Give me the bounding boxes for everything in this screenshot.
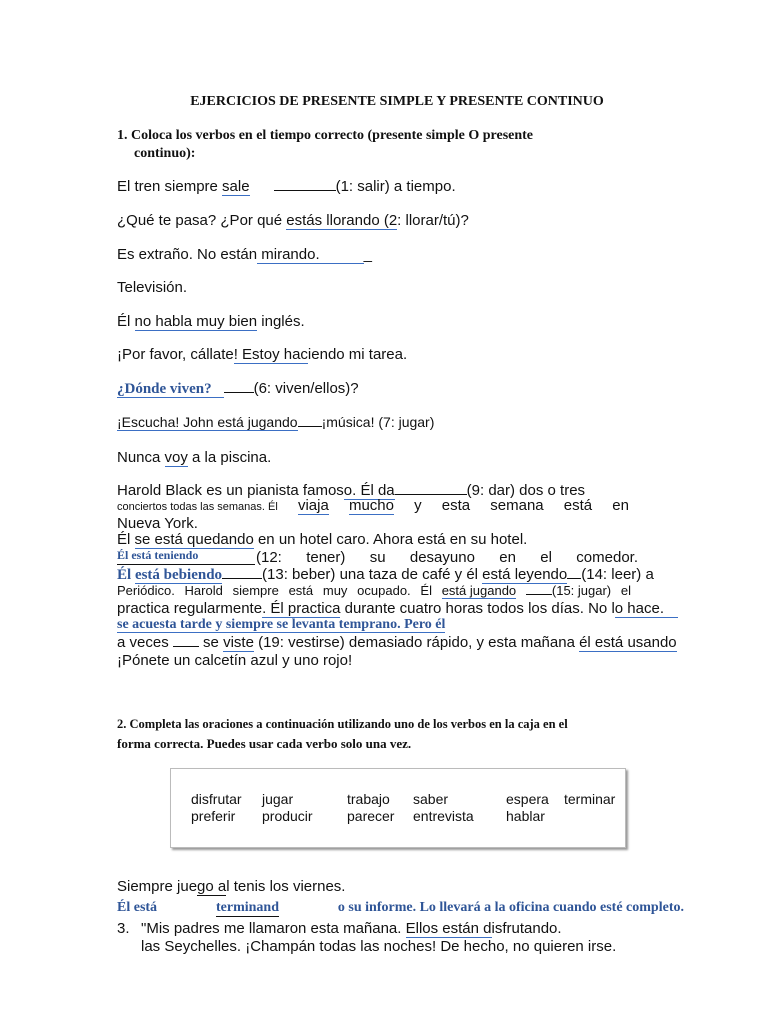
answer-blank — [224, 392, 254, 393]
answer-text: o hace. — [615, 600, 678, 618]
sentence-text: Harold Black es un pianista famos — [117, 482, 344, 499]
ex2-sentence-2 — [117, 900, 684, 917]
sentence-text: practica regularmente — [117, 600, 263, 617]
sentence-text: está — [288, 583, 314, 598]
page-title: EJERCICIOS DE PRESENTE SIMPLE Y PRESENTE CONTINUO — [190, 94, 604, 109]
exercise-1-heading-line2: continuo): — [134, 146, 196, 161]
box-word: preferir — [191, 808, 236, 824]
answer-text: mirando. — [257, 246, 364, 264]
sentence-text: comedor. — [576, 549, 638, 566]
sentence-text: ¡música! (7: jugar) — [321, 414, 435, 430]
answer-text: está jugando — [441, 583, 517, 598]
sentence-4: Televisión. — [117, 279, 188, 296]
sentence-text: (19: vestirse) demasiado rápido, y esta mañana — [253, 634, 580, 651]
box-word: parecer — [347, 808, 395, 824]
answer-text: ! Estoy hac — [233, 346, 308, 363]
answer-blank — [395, 494, 467, 495]
paragraph-line-3: Nueva York. — [117, 515, 198, 532]
paragraph-line-10 — [117, 634, 677, 651]
paragraph-line-2 — [117, 497, 629, 515]
sentence-text: esta — [441, 497, 471, 514]
sentence-text: conciertos todas las semanas. Él — [117, 501, 278, 513]
paragraph-line-11: ¡Pónete un calcetín azul y uno rojo! — [117, 652, 353, 669]
answer-blank — [567, 578, 581, 579]
answer-blank — [173, 646, 199, 647]
sentence-text: isfrutando. — [491, 920, 562, 937]
sentence-text: : llorar/tú)? — [397, 212, 469, 229]
box-word: espera — [506, 791, 549, 807]
answer-text: Él está — [117, 900, 158, 915]
answer-text: voy — [164, 449, 188, 466]
sentence-text: Periódico. — [117, 583, 175, 598]
sentence-text: Él — [420, 583, 432, 598]
box-word: terminar — [564, 791, 616, 807]
paragraph-line-5-answer: Él está teniendo — [117, 548, 199, 562]
sentence-3 — [117, 246, 372, 263]
answer-blank — [274, 190, 336, 191]
ex2-sentence-3-line1 — [141, 920, 562, 937]
sentence-text: "Mis padres me llamaron esta mañana. — [141, 920, 406, 937]
paragraph-line-9 — [117, 617, 445, 633]
exercise-2-heading-line2: forma correcta. Puedes usar cada verbo solo una vez. — [117, 736, 412, 751]
answer-text: no habla muy bien — [134, 313, 258, 330]
sentence-text: en — [612, 497, 629, 514]
sentence-text: tener) — [306, 549, 346, 566]
sentence-text: l tenis los viernes. — [226, 878, 346, 895]
paragraph-line-6 — [117, 566, 654, 584]
sentence-text: El tren siempre — [117, 178, 223, 195]
sentence-text: desayuno — [409, 549, 475, 566]
sentence-text: (13: beber) una taza de café y él — [262, 566, 483, 583]
verb-box — [170, 768, 626, 848]
box-word: entrevista — [413, 808, 474, 824]
sentence-text: (1: salir) a tiempo. — [335, 178, 456, 195]
sentence-7 — [117, 380, 359, 398]
sentence-8 — [117, 414, 434, 430]
answer-text: ¡Escucha! John está jugando — [117, 414, 298, 430]
paragraph-line-5 — [256, 549, 638, 566]
box-word: producir — [262, 808, 313, 824]
exercise-1-heading-line1: 1. Coloca los verbos en el tiempo correcto (presente simple O presente — [117, 128, 534, 143]
answer-text: estás llorando (2 — [286, 212, 398, 229]
box-word: saber — [413, 791, 449, 807]
sentence-text: ¿Qué te pasa? ¿Por qué — [117, 212, 287, 229]
sentence-text: Él — [117, 531, 135, 548]
box-word: jugar — [262, 791, 294, 807]
sentence-text: Siempre jue — [117, 878, 198, 895]
answer-text: viaja — [297, 497, 329, 514]
ex2-sentence-3-number: 3. — [117, 920, 130, 937]
box-word: disfrutar — [191, 791, 242, 807]
answer-text: o. Él da — [343, 482, 395, 499]
answer-text: Él — [117, 567, 135, 583]
ex2-sentence-3-line2: las Seychelles. ¡Champán todas las noches! De hecho, no quieren irse. — [141, 938, 617, 955]
answer-text: él está usando — [579, 634, 677, 651]
answer-blank — [298, 426, 322, 427]
sentence-text: y — [414, 497, 422, 514]
sentence-text: está — [563, 497, 593, 514]
sentence-text: (9: dar) dos o tres — [466, 482, 586, 499]
sentence-6 — [117, 346, 407, 363]
sentence-text: se — [198, 634, 224, 651]
sentence-text: iendo mi tarea. — [307, 346, 408, 363]
answer-text: se acuesta tarde y siempre se levanta temprano. Pero él — [117, 617, 446, 632]
sentence-text: Él — [117, 313, 135, 330]
answer-text: sale — [222, 178, 250, 195]
sentence-text: _ — [363, 246, 372, 263]
sentence-text: en un hotel caro. Ahora está en su hotel. — [253, 531, 528, 548]
answer-blank — [117, 564, 255, 565]
sentence-text: el — [540, 549, 552, 566]
box-word: hablar — [506, 808, 545, 824]
sentence-text: Es extraño. No están — [117, 246, 258, 263]
answer-text: o su informe. Lo llevará a la oficina cuando esté completo. — [337, 900, 684, 915]
paragraph-line-8 — [117, 600, 678, 617]
exercise-2-heading-line1: 2. Completa las oraciones a continuación utilizando uno de los verbos en la caja en el — [117, 717, 568, 731]
sentence-text: a la piscina. — [187, 449, 272, 466]
sentence-text: Nunca — [117, 449, 165, 466]
sentence-text: inglés. — [257, 313, 305, 330]
sentence-text: a veces — [117, 634, 173, 651]
sentence-text: semana — [490, 497, 544, 514]
answer-blank — [526, 594, 552, 595]
answer-text: se está quedando — [134, 531, 254, 548]
sentence-text: durante cuatro horas todos los días. No l — [340, 600, 615, 617]
ex2-sentence-1 — [117, 878, 345, 895]
sentence-text: en — [499, 549, 516, 566]
sentence-text: (14: leer) a — [581, 566, 654, 583]
answer-text: está bebiendo — [134, 567, 223, 583]
sentence-text: Harold — [184, 583, 223, 598]
answer-blank — [222, 578, 262, 579]
sentence-text: (6: viven/ellos)? — [253, 380, 359, 397]
sentence-text: (15: jugar) — [551, 583, 612, 598]
sentence-1 — [117, 178, 456, 195]
answer-text: mucho — [348, 497, 394, 514]
sentence-2 — [117, 212, 469, 229]
sentence-text: ¡Por favor, cállate — [117, 346, 234, 363]
sentence-text: siempre — [232, 583, 279, 598]
sentence-5 — [117, 313, 305, 330]
answer-text: go a — [197, 878, 227, 895]
box-word: trabajo — [347, 791, 390, 807]
answer-text: está leyendo — [482, 566, 568, 583]
answer-text: viste — [223, 634, 254, 651]
answer-text: Ellos están d — [405, 920, 492, 937]
paragraph-line-7 — [117, 583, 631, 599]
sentence-text: (12: — [256, 549, 282, 566]
answer-text: . Él practica — [262, 600, 341, 617]
paragraph-line-4 — [117, 531, 527, 548]
sentence-9 — [117, 449, 271, 466]
sentence-text: muy — [322, 583, 348, 598]
sentence-text: ocupado. — [357, 583, 411, 598]
sentence-text: su — [369, 549, 386, 566]
sentence-text: el — [620, 583, 631, 598]
answer-text: ¿Dónde viven? — [117, 381, 224, 398]
answer-text: terminand — [215, 900, 279, 915]
